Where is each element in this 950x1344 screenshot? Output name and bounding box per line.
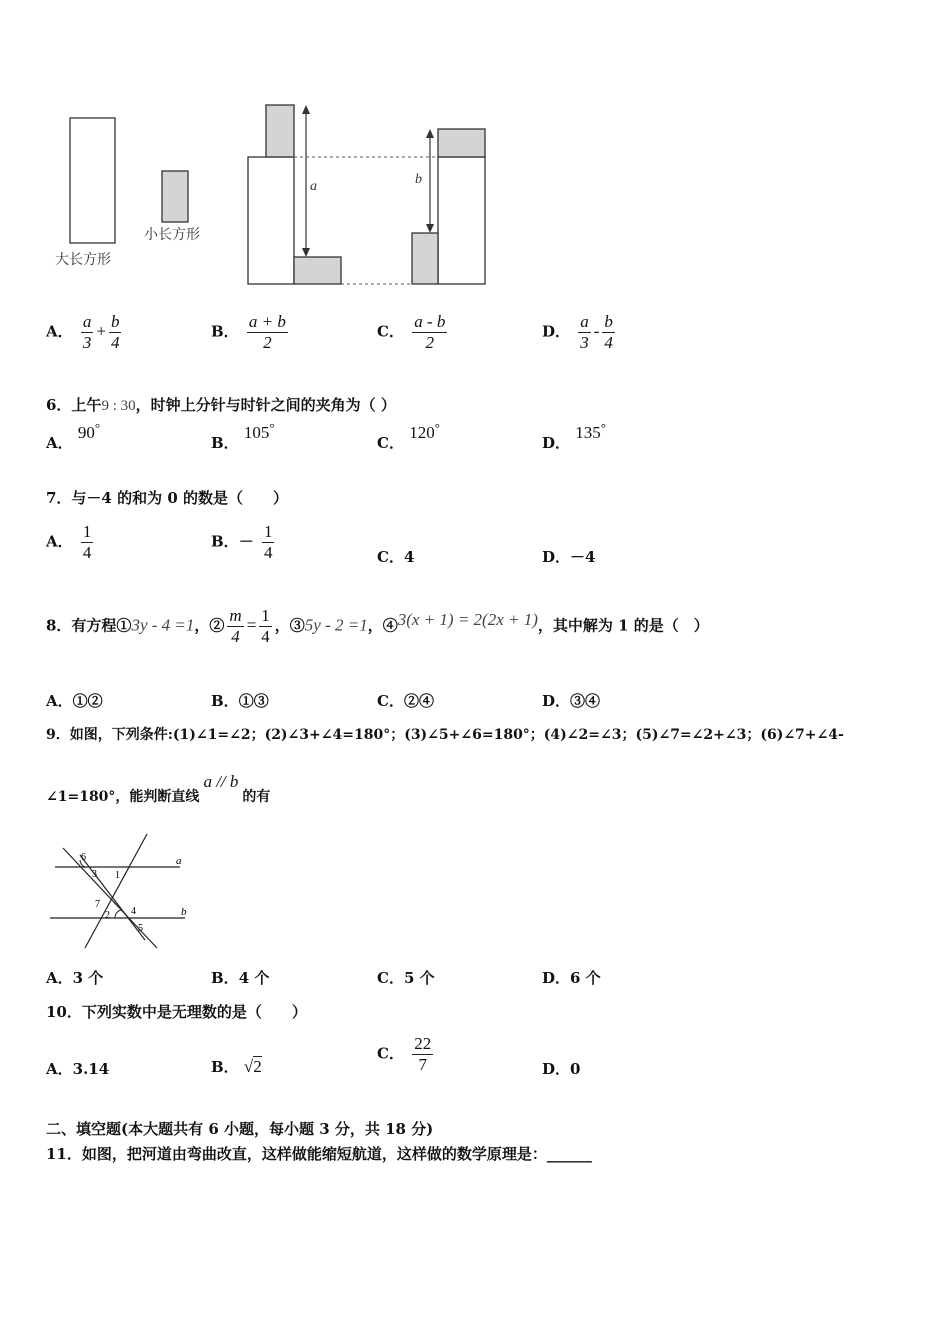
q8-option-d[interactable]: D．③④ [542, 692, 601, 710]
angle-2-label: 2 [105, 910, 110, 921]
label-b: b [415, 172, 422, 187]
q7-option-b[interactable]: B．－ $\frac{1}{4}$ [211, 522, 273, 562]
q10-option-b[interactable]: B． √2 [211, 1057, 262, 1076]
q5-option-c[interactable]: C． $\frac{a - b}{2}$ [377, 312, 446, 352]
big-rectangle [70, 118, 115, 243]
q6-option-a[interactable]: A． 90° [46, 420, 101, 452]
q5-option-b[interactable]: B． $\frac{a + b}{2}$ [211, 312, 286, 352]
angle-7-label: 7 [95, 899, 100, 910]
q10-option-d[interactable]: D．0 [542, 1060, 581, 1078]
q8-stem: 8．有方程①3y - 4 =1，② $\frac{m}{4}$ = $\frac{1}{4}$ ，③5y - 2 =1，④3(x + 1) = 2(2x + 1)，其中解为 1 的是（ ） [46, 606, 709, 646]
small-rectangle-label: 小长方形 [144, 227, 200, 243]
rectangles-figure [40, 95, 510, 295]
q5-option-d[interactable]: D． $\frac{a}{3}$ - $\frac{b}{4}$ [542, 312, 613, 352]
sqrt-symbol: √ [243, 1057, 254, 1076]
q10-option-c[interactable]: C． $\frac{22}{7}$ [377, 1034, 432, 1074]
q10-stem: 10．下列实数中是无理数的是（ ） [46, 1003, 307, 1021]
q7-option-c[interactable]: C．4 [377, 548, 415, 566]
q9-option-d[interactable]: D．6 个 [542, 969, 601, 987]
angle-1-label: 1 [115, 870, 120, 881]
angle-5-label: 5 [138, 923, 143, 934]
section-2-heading: 二、填空题(本大题共有 6 小题，每小题 3 分，共 18 分) [46, 1120, 434, 1138]
q7-option-a[interactable]: A． $\frac{1}{4}$ [46, 522, 92, 562]
angle-3-label: 3 [92, 869, 97, 880]
line-b-label: b [181, 906, 187, 918]
q7-stem: 7．与－4 的和为 0 的数是（ ） [46, 489, 288, 507]
q9-option-b[interactable]: B．4 个 [211, 969, 270, 987]
q7-option-d[interactable]: D．－4 [542, 548, 596, 566]
q8-option-a[interactable]: A．①② [46, 692, 103, 710]
parallel-lines-figure [45, 830, 195, 955]
q11-stem: 11．如图，把河道由弯曲改直，这样做能缩短航道，这样做的数学原理是：______ [46, 1145, 592, 1163]
q8-option-b[interactable]: B．①③ [211, 692, 269, 710]
q9-option-c[interactable]: C．5 个 [377, 969, 435, 987]
label-a: a [310, 179, 317, 194]
q6-option-d[interactable]: D． 135° [542, 420, 606, 452]
small-rectangle [162, 171, 188, 222]
angle-4-label: 4 [131, 906, 136, 917]
q9-stem-line1: 9．如图，下列条件:(1)∠1=∠2；(2)∠3+∠4=180°；(3)∠5+∠6=180°；(4)∠2=∠3；(5)∠7=∠2+∠3；(6)∠7+∠4- [46, 727, 844, 743]
q9-option-a[interactable]: A．3 个 [46, 969, 104, 987]
q6-option-c[interactable]: C． 120° [377, 420, 440, 452]
line-a-label: a [176, 855, 182, 867]
transversal-3 [80, 855, 145, 940]
q5-option-a[interactable]: A． $\frac{a}{3}$ + $\frac{b}{4}$ [46, 312, 120, 352]
q9-stem-line2: ∠1=180°，能判断直线a // b的有 [46, 772, 271, 805]
q6-stem: 6．上午9 : 30，时钟上分针与时针之间的夹角为（ ） [46, 396, 396, 414]
q6-option-b[interactable]: B． 105° [211, 420, 275, 452]
q8-option-c[interactable]: C．②④ [377, 692, 434, 710]
q10-option-a[interactable]: A．3.14 [46, 1060, 110, 1078]
angle-6-label: 6 [81, 852, 86, 863]
big-rectangle-label: 大长方形 [55, 252, 111, 268]
